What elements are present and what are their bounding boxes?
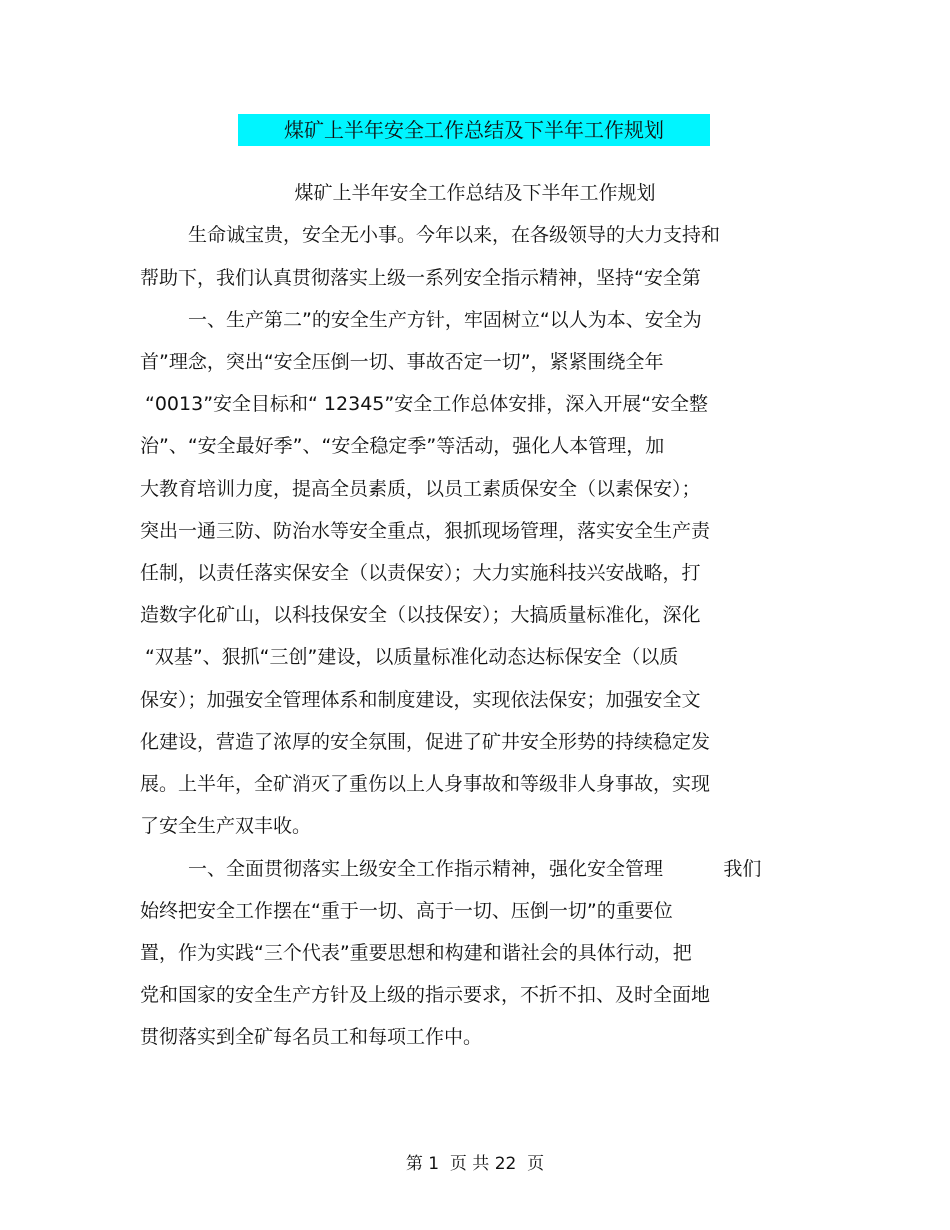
section-heading-1: 一、全面贯彻落实上级安全工作指示精神，强化安全管理 我们: [188, 858, 762, 880]
body-line-12: 保安）；加强安全管理体系和制度建设，实现依法保安；加强安全文: [140, 689, 701, 711]
body-line-4: 首”理念，突出“安全压倒一切、事故否定一切”，紧紧围绕全年: [140, 351, 664, 373]
body-line-11: “双基”、狠抓“三创”建设，以质量标准化动态达标保安全（以质: [145, 646, 679, 668]
body-line-14: 展。上半年，全矿消灭了重伤以上人身事故和等级非人身事故，实现: [140, 773, 711, 795]
body-line-5: “0013”安全目标和“ 12345”安全工作总体安排，深入开展“安全整: [145, 393, 709, 415]
body-line-18: 置，作为实践“三个代表”重要思想和构建和谐社会的具体行动，把: [140, 942, 692, 964]
page-number-footer: 第 1 页 共 22 页: [405, 1154, 545, 1174]
body-line-10: 造数字化矿山，以科技保安全（以技保安）；大搞质量标准化，深化: [140, 604, 701, 626]
body-line-8: 突出一通三防、防治水等安全重点，狠抓现场管理，落实安全生产责: [140, 520, 711, 542]
body-line-17: 始终把安全工作摆在“重于一切、高于一切、压倒一切”的重要位: [140, 900, 673, 922]
body-line-7: 大教育培训力度，提高全员素质，以员工素质保安全（以素保安）；: [140, 478, 701, 500]
document-title-highlighted: 煤矿上半年安全工作总结及下半年工作规划: [238, 114, 710, 146]
document-subtitle: 煤矿上半年安全工作总结及下半年工作规划: [294, 182, 656, 204]
body-line-19: 党和国家的安全生产方针及上级的指示要求，不折不扣、及时全面地: [140, 984, 711, 1006]
body-line-1: 生命诚宝贵，安全无小事。今年以来，在各级领导的大力支持和: [188, 224, 721, 246]
body-line-9: 任制，以责任落实保安全（以责保安）；大力实施科技兴安战略，打: [140, 562, 701, 584]
body-line-15: 了安全生产双丰收。: [140, 815, 312, 837]
body-line-20: 贯彻落实到全矿每名员工和每项工作中。: [140, 1026, 483, 1048]
body-line-6: 治”、“安全最好季”、“安全稳定季”等活动，强化人本管理，加: [140, 435, 665, 457]
body-line-2: 帮助下，我们认真贯彻落实上级一系列安全指示精神，坚持“安全第: [140, 267, 701, 289]
body-line-13: 化建设，营造了浓厚的安全氛围，促进了矿井安全形势的持续稳定发: [140, 731, 711, 753]
body-line-3: 一、生产第二”的安全生产方针，牢固树立“以人为本、安全为: [188, 309, 702, 331]
